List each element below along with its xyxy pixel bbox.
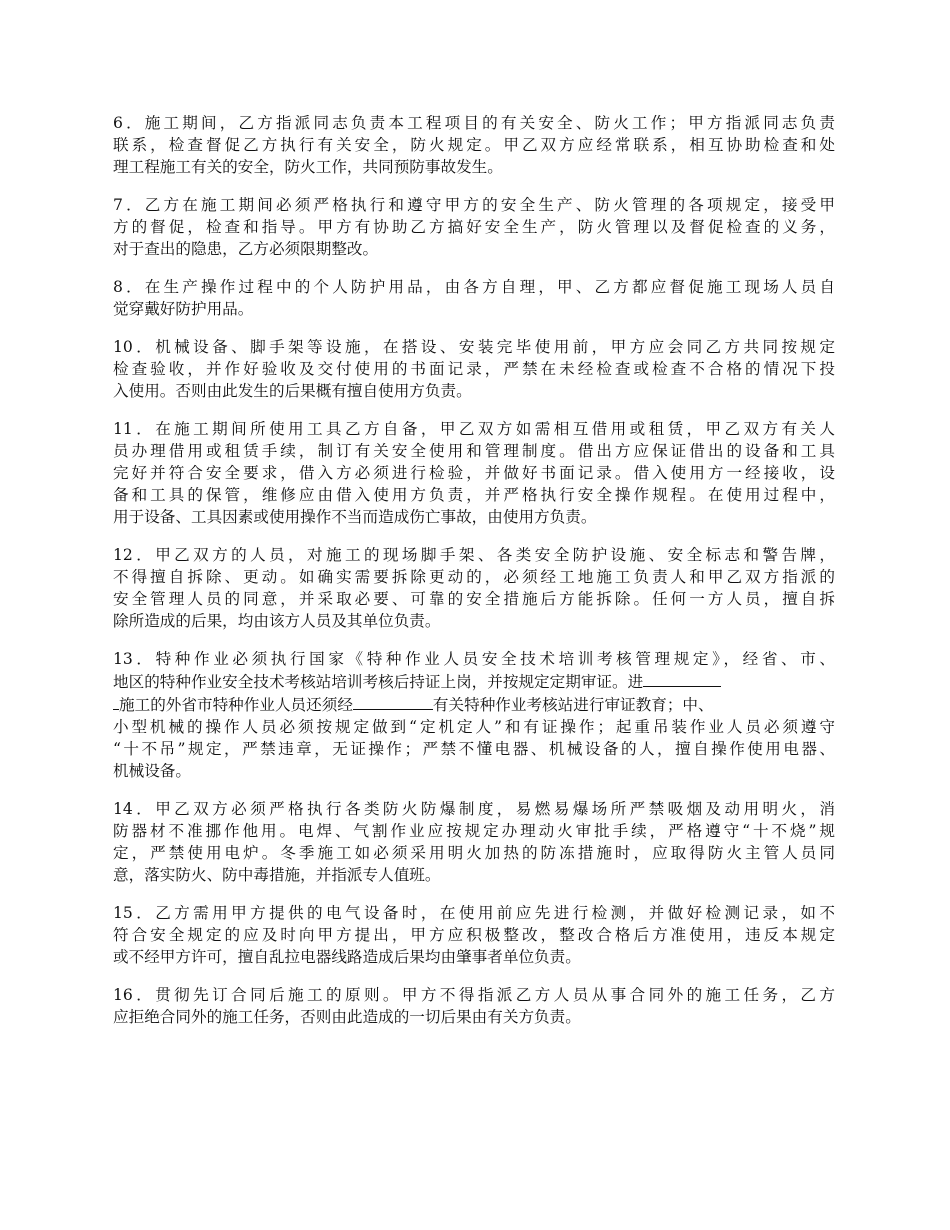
text-line: 不得擅自拆除、更动。如确实需要拆除更动的，必须经工地施工负责人和甲乙双方指派的 bbox=[113, 568, 835, 586]
text-line: 备和工具的保管，维修应由借入使用方负责，并严格执行安全操作规程。在使用过程中， bbox=[113, 486, 835, 504]
text-segment: 有关特种作业考核站进行审证教育；中、 bbox=[432, 696, 714, 714]
clause-16 bbox=[113, 984, 835, 1028]
text-line: 觉穿戴好防护用品。 bbox=[113, 300, 254, 318]
text-line: 机械设备。 bbox=[113, 762, 191, 780]
text-line: 检查验收，并作好验收及交付使用的书面记录，严禁在未经检查或检查不合格的情况下投 bbox=[113, 360, 835, 378]
text-line: 13．特种作业必须执行国家《特种作业人员安全技术培训考核管理规定》，经省、市、 bbox=[113, 650, 835, 668]
text-line: 符合安全规定的应及时向甲方提出，甲方应积极整改，整改合格后方准使用，违反本规定 bbox=[113, 926, 835, 944]
clause-6 bbox=[113, 112, 835, 178]
text-line: 11．在施工期间所使用工具乙方自备，甲乙双方如需相互借用或租赁，甲乙双方有关人 bbox=[113, 420, 835, 438]
text-line: 小型机械的操作人员必须按规定做到“定机定人”和有证操作；起重吊装作业人员必须遵守 bbox=[113, 718, 835, 736]
fill-in-blank[interactable] bbox=[353, 693, 433, 710]
clause-15 bbox=[113, 902, 835, 968]
text-line: 安全管理人员的同意，并采取必要、可靠的安全措施后方能拆除。任何一方人员，擅自拆 bbox=[113, 590, 835, 608]
text-line: 6．施工期间，乙方指派同志负责本工程项目的有关安全、防火工作；甲方指派同志负责 bbox=[113, 114, 835, 132]
text-line: 入使用。否则由此发生的后果概有擅自使用方负责。 bbox=[113, 382, 472, 400]
text-line: “十不吊”规定，严禁违章，无证操作；严禁不懂电器、机械设备的人，擅自操作使用电器、 bbox=[113, 740, 835, 758]
text-line: 联系，检查督促乙方执行有关安全，防火规定。甲乙双方应经常联系，相互协助检查和处 bbox=[113, 136, 835, 154]
text-line: 员办理借用或租赁手续，制订有关安全使用和管理制度。借出方应保证借出的设备和工具 bbox=[113, 442, 835, 460]
text-line: 用于设备、工具因素或使用操作不当而造成伤亡事故，由使用方负责。 bbox=[113, 508, 597, 526]
text-line: 10．机械设备、脚手架等设施，在搭设、安装完毕使用前，甲方应会同乙方共同按规定 bbox=[113, 338, 835, 356]
text-segment: 地区的特种作业安全技术考核站培训考核后持证上岗，并按规定定期审证。进 bbox=[113, 673, 644, 691]
document-page bbox=[113, 112, 835, 1044]
fill-in-blank[interactable] bbox=[643, 670, 721, 687]
text-line: 防器材不准挪作他用。电焊、气割作业应按规定办理动火审批手续，严格遵守“十不烧”规 bbox=[113, 822, 835, 840]
text-line: 理工程施工有关的安全，防火工作，共同预防事故发生。 bbox=[113, 158, 503, 176]
text-line bbox=[113, 670, 835, 693]
text-line: 7．乙方在施工期间必须严格执行和遵守甲方的安全生产、防火管理的各项规定，接受甲 bbox=[113, 196, 835, 214]
clause-8 bbox=[113, 276, 835, 320]
text-segment: 施工的外省市特种作业人员还须经 bbox=[119, 696, 353, 714]
text-line: 意，落实防火、防中毒措施，并指派专人值班。 bbox=[113, 866, 441, 884]
text-line: 方的督促，检查和指导。甲方有协助乙方搞好安全生产，防火管理以及督促检查的义务， bbox=[113, 218, 835, 236]
clause-14 bbox=[113, 798, 835, 886]
text-line: 16．贯彻先订合同后施工的原则。甲方不得指派乙方人员从事合同外的施工任务，乙方 bbox=[113, 986, 835, 1004]
clause-11 bbox=[113, 418, 835, 528]
clause-12 bbox=[113, 544, 835, 632]
text-line: 定，严禁使用电炉。冬季施工如必须采用明火加热的防冻措施时，应取得防火主管人员同 bbox=[113, 844, 835, 862]
text-line: 应拒绝合同外的施工任务，否则由此造成的一切后果由有关方负责。 bbox=[113, 1008, 581, 1026]
text-line: 完好并符合安全要求，借入方必须进行检验，并做好书面记录。借入使用方一经接收，设 bbox=[113, 464, 835, 482]
text-line: 8．在生产操作过程中的个人防护用品，由各方自理，甲、乙方都应督促施工现场人员自 bbox=[113, 278, 835, 296]
text-line: 除所造成的后果，均由该方人员及其单位负责。 bbox=[113, 612, 441, 630]
clause-10 bbox=[113, 336, 835, 402]
text-line: 15．乙方需用甲方提供的电气设备时，在使用前应先进行检测，并做好检测记录，如不 bbox=[113, 904, 835, 922]
text-line: 对于查出的隐患，乙方必须限期整改。 bbox=[113, 240, 379, 258]
clause-7 bbox=[113, 194, 835, 260]
text-line: 12．甲乙双方的人员，对施工的现场脚手架、各类安全防护设施、安全标志和警告牌， bbox=[113, 546, 835, 564]
text-line bbox=[113, 693, 835, 716]
text-line: 14．甲乙双方必须严格执行各类防火防爆制度，易燃易爆场所严禁吸烟及动用明火，消 bbox=[113, 800, 835, 818]
clause-13 bbox=[113, 648, 835, 782]
text-line: 或不经甲方许可，擅自乱拉电器线路造成后果均由肇事者单位负责。 bbox=[113, 948, 581, 966]
